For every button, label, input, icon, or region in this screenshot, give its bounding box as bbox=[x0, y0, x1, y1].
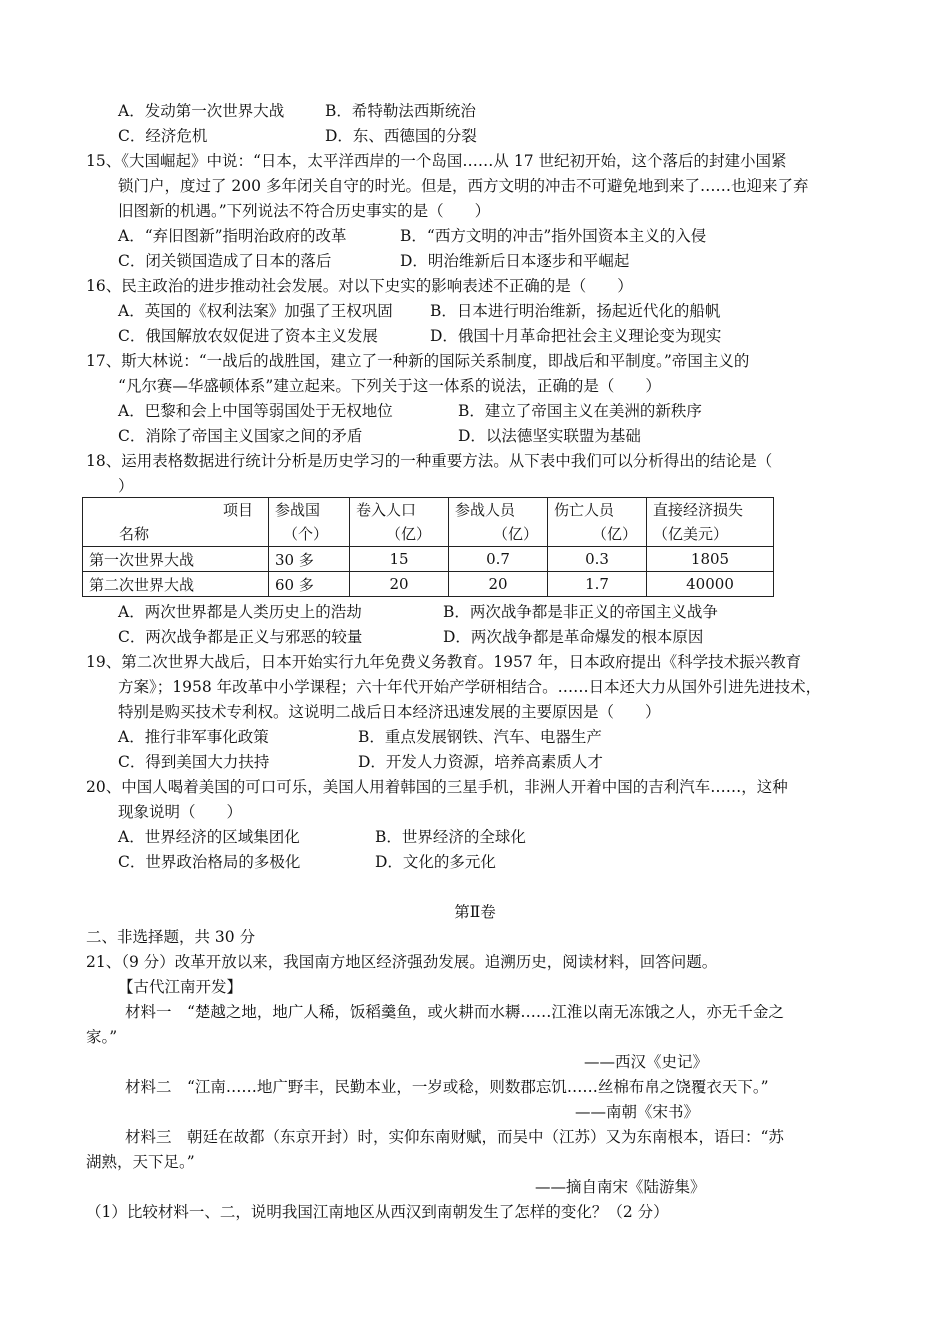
material-2-source: ——南朝《宋书》 bbox=[575, 1103, 700, 1121]
table-header-cell: 卷入人口 （亿） bbox=[350, 498, 449, 547]
q20-option-b: B．世界经济的全球化 bbox=[375, 828, 526, 846]
q20-stem-line1: 20、中国人喝着美国的可口可乐，美国人用着韩国的三星手机，非洲人开着中国的吉利汽车……，这种 bbox=[86, 778, 788, 796]
q18-stem-line2: ） bbox=[118, 477, 134, 495]
q14-option-a: A．发动第一次世界大战 bbox=[118, 102, 285, 120]
table-row bbox=[83, 572, 774, 597]
q21-subquestion-1: （1）比较材料一、二，说明我国江南地区从西汉到南朝发生了怎样的变化？（2 分） bbox=[86, 1203, 669, 1221]
q14-option-b: B．希特勒法西斯统治 bbox=[325, 102, 476, 120]
table-header-cell: 直接经济损失 （亿美元） bbox=[647, 498, 774, 547]
corner-bottom-label: 名称 bbox=[119, 525, 150, 543]
q16-option-c: C．俄国解放农奴促进了资本主义发展 bbox=[118, 327, 378, 345]
q15-option-c: C．闭关锁国造成了日本的落后 bbox=[118, 252, 332, 270]
q19-option-b: B．重点发展钢铁、汽车、电器生产 bbox=[358, 728, 602, 746]
table-row bbox=[83, 547, 774, 572]
q20-option-c: C．世界政治格局的多极化 bbox=[118, 853, 301, 871]
material-1-line2: 家。” bbox=[86, 1028, 118, 1046]
q18-option-c: C．两次战争都是正义与邪恶的较量 bbox=[118, 628, 363, 646]
material-2-line1: 材料二 “江南……地广野丰，民勤本业，一岁或稔，则数郡忘饥……丝棉布帛之饶覆衣天下。” bbox=[125, 1078, 769, 1096]
q16-stem-line1: 16、民主政治的进步推动社会发展。对以下史实的影响表述不正确的是（ ） bbox=[86, 277, 633, 295]
table-cell: 15 bbox=[350, 547, 449, 572]
table-cell: 0.3 bbox=[548, 547, 647, 572]
material-3-source: ——摘自南宋《陆游集》 bbox=[535, 1178, 706, 1196]
q15-stem-line3: 旧图新的机遇。”下列说法不符合历史事实的是（ ） bbox=[118, 202, 491, 220]
q15-option-a: A．“弃旧图新”指明治政府的改革 bbox=[118, 227, 347, 245]
q14-option-c: C．经济危机 bbox=[118, 127, 208, 145]
q19-option-c: C．得到美国大力扶持 bbox=[118, 753, 270, 771]
material-3-line1: 材料三 朝廷在故都（东京开封）时，实仰东南财赋，而吴中（江苏）又为东南根本，语曰：“苏 bbox=[125, 1128, 784, 1146]
q17-stem-line2: “凡尔赛—华盛顿体系”建立起来。下列关于这一体系的说法，正确的是（ ） bbox=[118, 377, 661, 395]
q15-stem-line1: 15、《大国崛起》中说：“日本，太平洋西岸的一个岛国……从 17 世纪初开始，这个落后的封建小国紧 bbox=[86, 152, 787, 170]
q17-option-d: D．以法德坚实联盟为基础 bbox=[458, 427, 641, 445]
section-title: 第Ⅱ卷 bbox=[454, 903, 496, 921]
q17-option-b: B．建立了帝国主义在美洲的新秩序 bbox=[458, 402, 702, 420]
q17-option-c: C．消除了帝国主义国家之间的矛盾 bbox=[118, 427, 363, 445]
q17-option-a: A．巴黎和会上中国等弱国处于无权地位 bbox=[118, 402, 393, 420]
q20-stem-line2: 现象说明（ ） bbox=[118, 803, 243, 821]
q20-option-a: A．世界经济的区域集团化 bbox=[118, 828, 300, 846]
q16-option-b: B．日本进行明治维新，扬起近代化的船帆 bbox=[430, 302, 721, 320]
q19-stem-line2: 方案》；1958 年改革中小学课程；六十年代开始产学研相结合。……日本还大力从国外引进先进技术， bbox=[118, 678, 822, 696]
section-heading: 二、非选择题，共 30 分 bbox=[86, 928, 256, 946]
table-cell: 第一次世界大战 bbox=[83, 547, 269, 572]
table-cell: 20 bbox=[350, 572, 449, 597]
table-cell: 60 多 bbox=[269, 572, 350, 597]
table-cell: 0.7 bbox=[449, 547, 548, 572]
q19-stem-line1: 19、第二次世界大战后，日本开始实行九年免费义务教育。1957 年，日本政府提出《科学技术振兴教育 bbox=[86, 653, 802, 671]
q18-stem-line1: 18、运用表格数据进行统计分析是历史学习的一种重要方法。从下表中我们可以分析得出的结论是（ bbox=[86, 452, 773, 470]
table-header-cell: 伤亡人员 （亿） bbox=[548, 498, 647, 547]
material-3-line2: 湖熟，天下足。” bbox=[86, 1153, 195, 1171]
q15-option-b: B．“西方文明的冲击”指外国资本主义的入侵 bbox=[400, 227, 707, 245]
q18-option-b: B．两次战争都是非正义的帝国主义战争 bbox=[443, 603, 718, 621]
table-cell: 第二次世界大战 bbox=[83, 572, 269, 597]
q21-subtitle: 【古代江南开发】 bbox=[118, 978, 243, 996]
q15-option-d: D．明治维新后日本逐步和平崛起 bbox=[400, 252, 630, 270]
table-cell: 1805 bbox=[647, 547, 774, 572]
table-cell: 20 bbox=[449, 572, 548, 597]
q21-stem-line1: 21、（9 分）改革开放以来，我国南方地区经济强劲发展。追溯历史，阅读材料，回答问题。 bbox=[86, 953, 718, 971]
war-statistics-table bbox=[82, 497, 774, 597]
q16-option-a: A．英国的《权利法案》加强了王权巩固 bbox=[118, 302, 393, 320]
q17-stem-line1: 17、斯大林说：“一战后的战胜国，建立了一种新的国际关系制度，即战后和平制度。”帝国主义的 bbox=[86, 352, 750, 370]
q14-option-d: D．东、西德国的分裂 bbox=[325, 127, 477, 145]
table-header-cell: 参战国 （个） bbox=[269, 498, 350, 547]
q15-stem-line2: 锁门户，度过了 200 多年闭关自守的时光。但是，西方文明的冲击不可避免地到来了……也迎来了弃 bbox=[118, 177, 809, 195]
q18-option-a: A．两次世界都是人类历史上的浩劫 bbox=[118, 603, 362, 621]
table-header-cell: 参战人员 （亿） bbox=[449, 498, 548, 547]
q20-option-d: D．文化的多元化 bbox=[375, 853, 496, 871]
table-header-row bbox=[83, 498, 774, 547]
material-1-source: ——西汉《史记》 bbox=[584, 1053, 709, 1071]
corner-top-label: 项目 bbox=[223, 501, 254, 519]
q19-stem-line3: 特别是购买技术专利权。这说明二战后日本经济迅速发展的主要原因是（ ） bbox=[118, 703, 661, 721]
q18-option-d: D．两次战争都是革命爆发的根本原因 bbox=[443, 628, 704, 646]
table-corner-cell bbox=[83, 498, 269, 547]
material-1-line1: 材料一 “楚越之地，地广人稀，饭稻羹鱼，或火耕而水耨……江淮以南无冻饿之人，亦无千金之 bbox=[125, 1003, 784, 1021]
table-cell: 1.7 bbox=[548, 572, 647, 597]
q19-option-d: D．开发人力资源，培养高素质人才 bbox=[358, 753, 603, 771]
q19-option-a: A．推行非军事化政策 bbox=[118, 728, 269, 746]
table-cell: 30 多 bbox=[269, 547, 350, 572]
q16-option-d: D．俄国十月革命把社会主义理论变为现实 bbox=[430, 327, 722, 345]
table-cell: 40000 bbox=[647, 572, 774, 597]
